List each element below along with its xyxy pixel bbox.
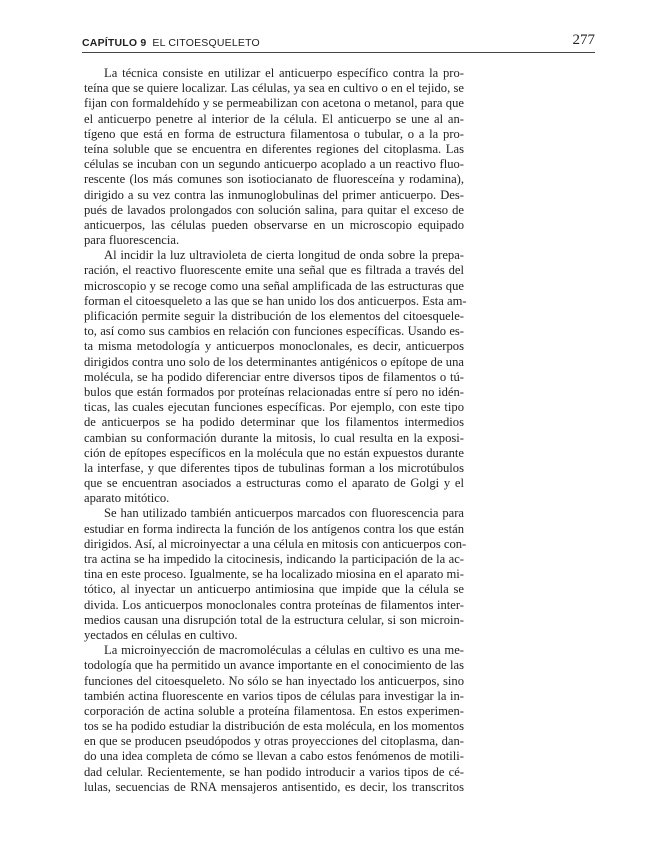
text-line: ticas, las cuales ejecutan funciones específicas. Por ejemplo, con este tipo xyxy=(84,400,464,415)
text-line: La microinyección de macromoléculas a células en cultivo es una me- xyxy=(104,643,464,658)
text-line: estudiar en forma indirecta la función de los antígenos contra los que están xyxy=(84,521,464,536)
text-line: para fluorescencia. xyxy=(84,233,180,248)
text-line: la interfase, y que diferentes tipos de tubulinas forman a los microtúbulos xyxy=(84,460,464,475)
text-line: dirigido a su vez contra las inmunoglobulinas del primer anticuerpo. Des- xyxy=(84,187,464,202)
text-line: divida. Los anticuerpos monoclonales contra proteínas de filamentos inter- xyxy=(84,597,464,612)
text-line: lulas, secuencias de RNA mensajeros antisentido, es decir, los transcritos xyxy=(84,779,464,794)
text-line: Se han utilizado también anticuerpos marcados con fluorescencia para xyxy=(104,506,464,521)
text-line: dirigidos. Así, al microinyectar a una célula en mitosis con anticuerpos con- xyxy=(84,536,467,551)
text-line: dirigidos contra uno solo de los determinantes antigénicos o epítope de una xyxy=(84,354,464,369)
text-line: ción de epítopes específicos en la molécula que no están expuestos durante xyxy=(84,445,464,460)
text-line: el anticuerpo penetre al interior de la célula. El anticuerpo se une al an- xyxy=(84,111,464,126)
text-line: cambian su conformación durante la mitosis, lo cual resulta en la exposi- xyxy=(84,430,464,445)
text-line: plificación permite seguir la distribución de los elementos del citoesquele- xyxy=(84,309,464,323)
text-line: Al incidir la luz ultravioleta de cierta longitud de onda sobre la prepa- xyxy=(104,248,464,263)
text-line: teína que se quiere localizar. Las células, ya sea en cultivo o en el tejido, se xyxy=(84,81,464,96)
text-line: ta misma metodología y anticuerpos monoclonales, es decir, anticuerpos xyxy=(84,339,464,354)
text-line: anticuerpos, las células pueden observarse en un microscopio equipado xyxy=(84,217,464,232)
text-line: yectados en células en cultivo. xyxy=(84,627,238,642)
text-line: pués de lavados prolongados con solución salina, para quitar el exceso de xyxy=(84,202,464,217)
text-line: tina en este proceso. Igualmente, se ha localizado miosina en el aparato mi- xyxy=(84,567,464,582)
body-text xyxy=(84,66,467,795)
text-line: La técnica consiste en utilizar el anticuerpo específico contra la pro- xyxy=(104,66,464,80)
text-line: funciones del citoesqueleto. No sólo se han inyectado los anticuerpos, sino xyxy=(84,673,464,688)
text-line: to, así como sus cambios en relación con funciones específicas. Usando es- xyxy=(84,324,464,339)
running-header xyxy=(82,37,260,49)
text-line: forman el citoesqueleto a las que se han unido los dos anticuerpos. Esta am- xyxy=(84,293,467,308)
text-line: fijan con formaldehído y se permeabilizan con acetona o metanol, para que xyxy=(84,96,464,111)
text-line: tígeno que está en forma de estructura filamentosa o tubular, o a la pro- xyxy=(84,126,464,141)
text-line: que se encuentran asociados a estructuras como el aparato de Golgi y el xyxy=(84,476,464,491)
text-line: de anticuerpos se ha podido determinar que los filamentos intermedios xyxy=(84,415,464,430)
page-number: 277 xyxy=(572,32,595,48)
text-line: teína soluble que se encuentra en diferentes regiones del citoplasma. Las xyxy=(84,141,464,156)
text-line: tra actina se ha impedido la citocinesis, indicando la participación de la ac- xyxy=(84,552,464,566)
text-line: microscopio y se recoge como una señal amplificada de las estructuras que xyxy=(84,278,464,293)
chapter-title: EL CITOESQUELETO xyxy=(152,37,260,49)
text-line: rescente (los más comunes son isotiocianato de fluoresceína y rodamina), xyxy=(84,172,464,187)
text-line: corporación de actina soluble a proteína filamentosa. En estos experimen- xyxy=(84,703,464,718)
text-line: en que se producen pseudópodos y otras proyecciones del citoplasma, dan- xyxy=(84,734,464,749)
text-line: do una idea completa de cómo se llevan a cabo estos fenómenos de motili- xyxy=(84,749,464,764)
text-line: células se incuban con un segundo anticuerpo acoplado a un reactivo fluo- xyxy=(84,157,464,172)
text-line: medios causan una disrupción total de la estructura celular, si son microin- xyxy=(84,612,464,627)
text-line: todología que ha permitido un avance importante en el conocimiento de las xyxy=(84,658,464,673)
text-line: tos se ha podido estudiar la distribución de esta molécula, en los momentos xyxy=(84,719,464,734)
text-line: dad celular. Recientemente, se han podido introducir a varios tipos de cé- xyxy=(84,764,464,779)
page-header xyxy=(82,34,595,53)
text-line: bulos que están formados por proteínas relacionadas entre sí pero no idén- xyxy=(84,384,464,399)
chapter-number: CAPÍTULO 9 xyxy=(82,37,147,49)
text-line: ración, el reactivo fluorescente emite una señal que es filtrada a través del xyxy=(84,263,464,278)
text-line: tótico, al inyectar un anticuerpo antimiosina que impide que la célula se xyxy=(84,582,464,597)
text-line: también actina fluorescente en varios tipos de células para investigar la in- xyxy=(84,688,464,703)
text-line: aparato mitótico. xyxy=(84,491,170,506)
text-line: molécula, se ha podido diferenciar entre diversos tipos de filamentos o tú- xyxy=(84,369,464,384)
